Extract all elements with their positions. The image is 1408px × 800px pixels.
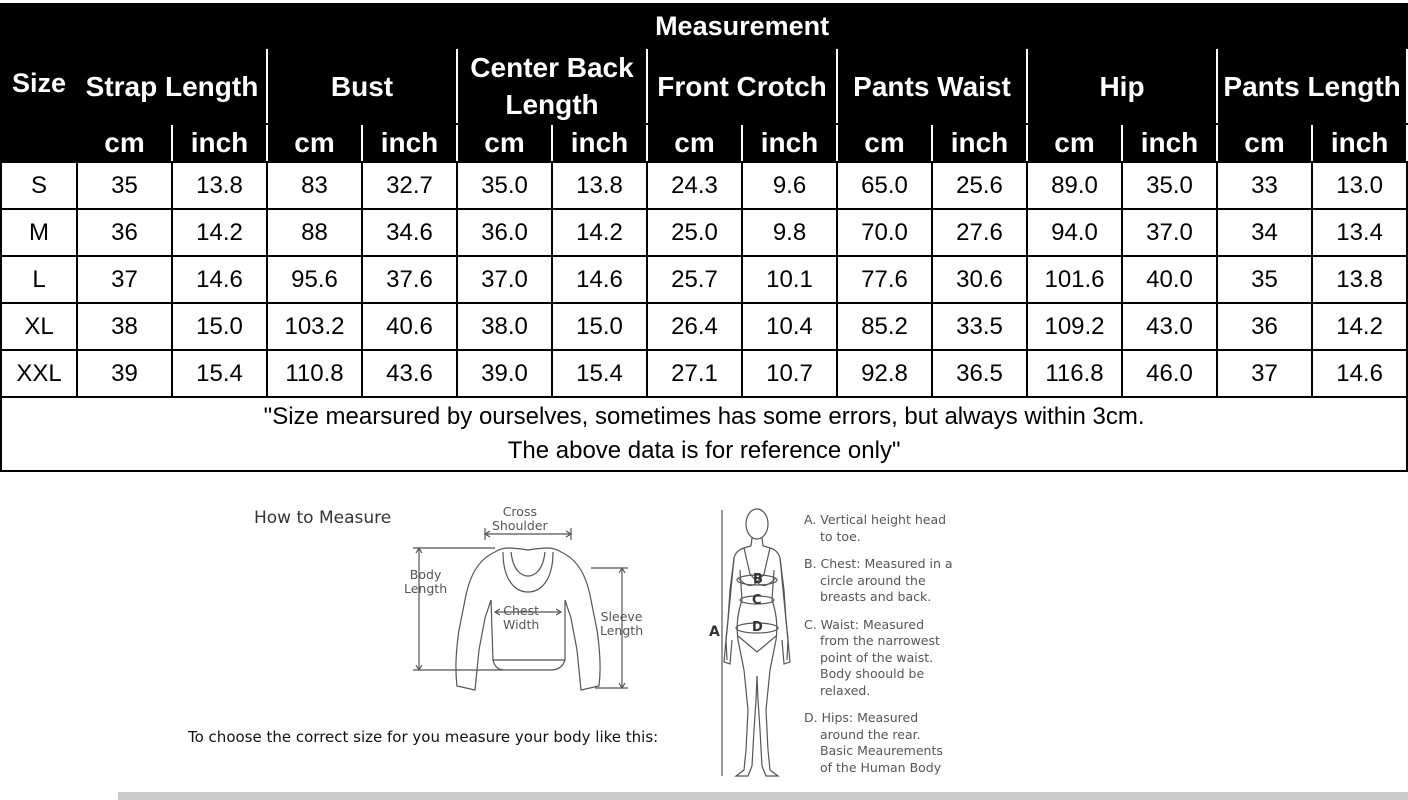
- value-cell: 25.7: [647, 256, 742, 303]
- size-note-line-1: "Size mearsured by ourselves, sometimes has some errors, but always within 3cm.: [263, 403, 1145, 430]
- value-cell: 10.1: [742, 256, 837, 303]
- value-cell: 35.0: [1122, 162, 1217, 209]
- legend-item-c: C. Waist: Measured from the narrowest point of the waist. Body shoould be relaxed.: [804, 616, 940, 698]
- value-cell: 40.0: [1122, 256, 1217, 303]
- size-column-header: Size: [1, 4, 77, 162]
- value-cell: 25.0: [647, 209, 742, 256]
- value-cell: 101.6: [1027, 256, 1122, 303]
- body-figure-illustration: [700, 500, 800, 790]
- chest-width-label: Chest Width: [503, 603, 540, 632]
- unit-header-inch: inch: [932, 124, 1027, 162]
- value-cell: 70.0: [837, 209, 932, 256]
- value-cell: 95.6: [267, 256, 362, 303]
- value-cell: 25.6: [932, 162, 1027, 209]
- value-cell: 33: [1217, 162, 1312, 209]
- value-cell: 32.7: [362, 162, 457, 209]
- cross-shoulder-label: Cross Shoulder: [492, 504, 548, 533]
- value-cell: 27.1: [647, 350, 742, 397]
- value-cell: 14.6: [172, 256, 267, 303]
- value-cell: 43.6: [362, 350, 457, 397]
- value-cell: 116.8: [1027, 350, 1122, 397]
- value-cell: 92.8: [837, 350, 932, 397]
- value-cell: 24.3: [647, 162, 742, 209]
- value-cell: 10.4: [742, 303, 837, 350]
- value-cell: 36.0: [457, 209, 552, 256]
- value-cell: 14.2: [172, 209, 267, 256]
- unit-header-cm: cm: [1217, 124, 1312, 162]
- value-cell: 15.4: [552, 350, 647, 397]
- table-row: [1, 303, 1407, 350]
- value-cell: 14.6: [552, 256, 647, 303]
- size-cell: L: [1, 256, 77, 303]
- marker-d: D: [752, 620, 763, 635]
- value-cell: 39: [77, 350, 172, 397]
- value-cell: 103.2: [267, 303, 362, 350]
- value-cell: 39.0: [457, 350, 552, 397]
- marker-b: B: [753, 572, 763, 587]
- table-row: [1, 350, 1407, 397]
- value-cell: 14.2: [1312, 303, 1407, 350]
- unit-header-inch: inch: [362, 124, 457, 162]
- value-cell: 14.2: [552, 209, 647, 256]
- value-cell: 30.6: [932, 256, 1027, 303]
- value-cell: 34.6: [362, 209, 457, 256]
- value-cell: 46.0: [1122, 350, 1217, 397]
- value-cell: 37.0: [1122, 209, 1217, 256]
- legend-item-b: B. Chest: Measured in a circle around the breasts and back.: [804, 556, 953, 604]
- value-cell: 14.6: [1312, 350, 1407, 397]
- value-cell: 9.6: [742, 162, 837, 209]
- value-cell: 35: [77, 162, 172, 209]
- value-cell: 13.0: [1312, 162, 1407, 209]
- value-cell: 43.0: [1122, 303, 1217, 350]
- unit-header-inch: inch: [1312, 124, 1407, 162]
- group-header-bust: Bust: [267, 48, 457, 124]
- value-cell: 37: [77, 256, 172, 303]
- table-row: [1, 256, 1407, 303]
- unit-header-inch: inch: [172, 124, 267, 162]
- value-cell: 38: [77, 303, 172, 350]
- value-cell: 35.0: [457, 162, 552, 209]
- value-cell: 34: [1217, 209, 1312, 256]
- unit-header-cm: cm: [1027, 124, 1122, 162]
- size-note-line-2: The above data is for reference only": [507, 437, 901, 464]
- value-cell: 10.7: [742, 350, 837, 397]
- value-cell: 36: [1217, 303, 1312, 350]
- unit-header-inch: inch: [1122, 124, 1217, 162]
- unit-header-cm: cm: [77, 124, 172, 162]
- unit-header-inch: inch: [742, 124, 837, 162]
- value-cell: 65.0: [837, 162, 932, 209]
- value-cell: 40.6: [362, 303, 457, 350]
- group-header-front-crotch: Front Crotch: [647, 48, 837, 124]
- value-cell: 77.6: [837, 256, 932, 303]
- unit-header-cm: cm: [267, 124, 362, 162]
- value-cell: 37: [1217, 350, 1312, 397]
- marker-a: A: [709, 624, 720, 640]
- size-table-body: [1, 162, 1407, 397]
- group-header-strap-length: Strap Length: [77, 48, 267, 124]
- unit-header-row: [1, 124, 1407, 162]
- table-row: [1, 162, 1407, 209]
- measurement-legend: [804, 512, 984, 787]
- legend-item-d: D. Hips: Measured around the rear. Basic Meaurements of the Human Body: [804, 710, 943, 775]
- value-cell: 13.8: [172, 162, 267, 209]
- sleeve-length-label: Sleeve Length: [600, 609, 644, 638]
- size-note: [1, 397, 1407, 471]
- size-cell: XL: [1, 303, 77, 350]
- value-cell: 15.4: [172, 350, 267, 397]
- value-cell: 83: [267, 162, 362, 209]
- unit-header-cm: cm: [647, 124, 742, 162]
- group-header-pants-length: Pants Length: [1217, 48, 1407, 124]
- value-cell: 15.0: [552, 303, 647, 350]
- value-cell: 88: [267, 209, 362, 256]
- value-cell: 89.0: [1027, 162, 1122, 209]
- group-header-hip: Hip: [1027, 48, 1217, 124]
- unit-header-inch: inch: [552, 124, 647, 162]
- value-cell: 37.6: [362, 256, 457, 303]
- value-cell: 13.4: [1312, 209, 1407, 256]
- size-cell: M: [1, 209, 77, 256]
- value-cell: 109.2: [1027, 303, 1122, 350]
- size-cell: S: [1, 162, 77, 209]
- size-cell: XXL: [1, 350, 77, 397]
- group-header-pants-waist: Pants Waist: [837, 48, 1027, 124]
- bottom-divider-bar: [118, 792, 1408, 800]
- table-row: [1, 209, 1407, 256]
- legend-item-a: A. Vertical height head to toe.: [804, 512, 947, 544]
- how-to-measure-title: How to Measure: [254, 508, 392, 528]
- unit-header-cm: cm: [837, 124, 932, 162]
- value-cell: 85.2: [837, 303, 932, 350]
- value-cell: 37.0: [457, 256, 552, 303]
- value-cell: 110.8: [267, 350, 362, 397]
- value-cell: 36.5: [932, 350, 1027, 397]
- value-cell: 15.0: [172, 303, 267, 350]
- value-cell: 38.0: [457, 303, 552, 350]
- size-chart-table: [0, 3, 1408, 472]
- choose-size-instruction: To choose the correct size for you measure your body like this:: [188, 728, 659, 746]
- value-cell: 9.8: [742, 209, 837, 256]
- value-cell: 26.4: [647, 303, 742, 350]
- value-cell: 13.8: [1312, 256, 1407, 303]
- value-cell: 36: [77, 209, 172, 256]
- body-length-label: Body Length: [404, 567, 448, 596]
- value-cell: 33.5: [932, 303, 1027, 350]
- value-cell: 94.0: [1027, 209, 1122, 256]
- value-cell: 27.6: [932, 209, 1027, 256]
- value-cell: 13.8: [552, 162, 647, 209]
- value-cell: 35: [1217, 256, 1312, 303]
- group-header-center-back-length: Center Back Length: [457, 48, 647, 124]
- measurement-title: Measurement: [77, 4, 1407, 48]
- marker-c: C: [752, 593, 762, 608]
- unit-header-cm: cm: [457, 124, 552, 162]
